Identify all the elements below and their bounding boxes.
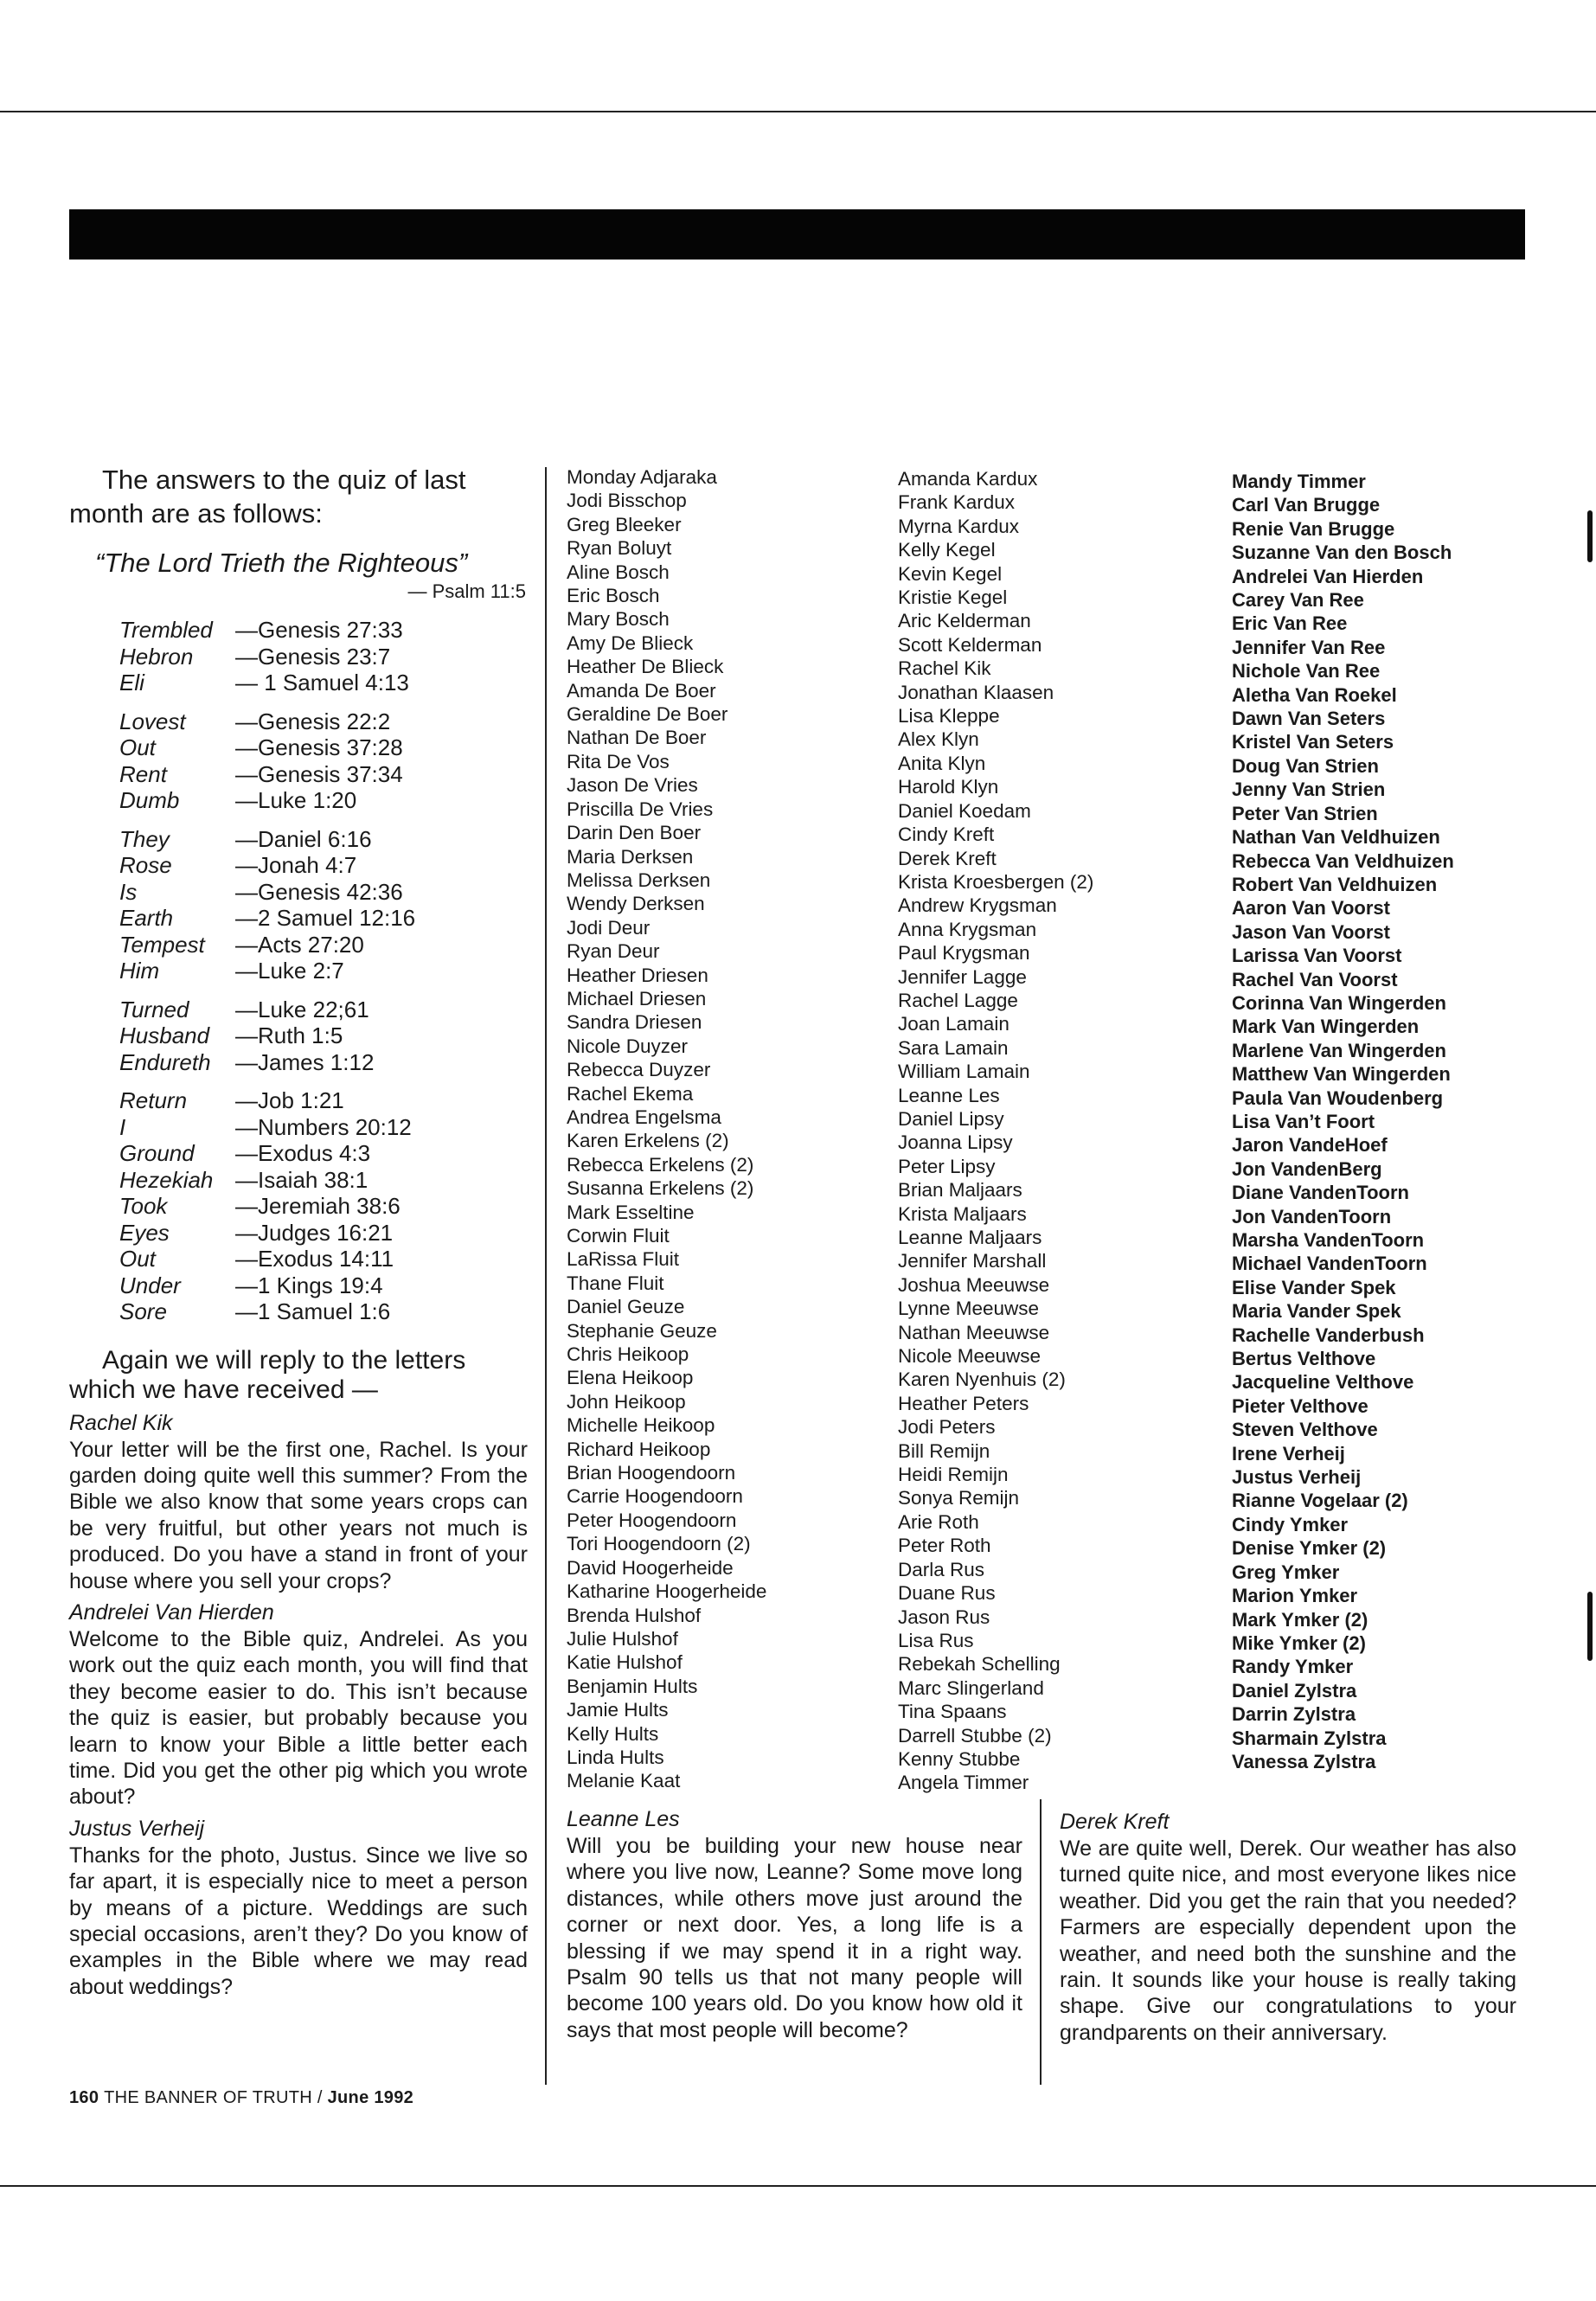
participant-name: Rebecca Van Veldhuizen bbox=[1232, 849, 1454, 872]
participant-name: Darin Den Boer bbox=[567, 822, 702, 844]
participant-name: Mary Bosch bbox=[567, 608, 670, 631]
participant-name: Rianne Vogelaar (2) bbox=[1232, 1490, 1408, 1512]
participant-name: Rachel Ekema bbox=[567, 1082, 694, 1105]
participant-name: Susanna Erkelens (2) bbox=[567, 1177, 754, 1200]
participant-name: Ryan Boluyt bbox=[567, 537, 672, 560]
quiz-column bbox=[69, 463, 528, 2000]
quiz-title: “The Lord Trieth the Righteous” bbox=[95, 548, 468, 578]
participant-name: Jennifer Van Ree bbox=[1232, 636, 1386, 658]
participant-name: Corwin Fluit bbox=[567, 1225, 670, 1247]
participant-name: Robert Van Veldhuizen bbox=[1232, 873, 1438, 895]
participant-name: Marlene Van Wingerden bbox=[1232, 1039, 1446, 1061]
letter bbox=[1060, 1804, 1516, 2046]
participant-name: Cindy Kreft bbox=[898, 824, 995, 846]
participant-name: Kenny Stubbe bbox=[898, 1747, 1021, 1770]
participant-name: Jamie Hults bbox=[567, 1699, 669, 1721]
letter-body: Your letter will be the first one, Rachel. Is your garden doing quite well this summer? From the Bible we also know that some years crops can be very fruitful, but other years not much is produced. Do you have a stand in front of your house where you sell your crops? bbox=[69, 1437, 528, 1593]
quiz-answer-word: Ground bbox=[119, 1140, 195, 1166]
participant-name: Richard Heikoop bbox=[567, 1438, 711, 1460]
participant-name: Aletha Van Roekel bbox=[1232, 683, 1397, 706]
quiz-answer-word: Husband bbox=[119, 1022, 210, 1048]
quiz-answer-row bbox=[69, 1049, 528, 1076]
participant-name: Karen Nyenhuis (2) bbox=[898, 1368, 1066, 1391]
participant-name: Michael Driesen bbox=[567, 987, 707, 1009]
reply-intro: Again we will reply to the letters which we have received — bbox=[69, 1345, 466, 1404]
quiz-answer-word: Is bbox=[119, 878, 138, 905]
participant-name: Carl Van Brugge bbox=[1232, 494, 1381, 516]
participant-name: Amy De Blieck bbox=[567, 631, 694, 654]
participant-name: Peter Roth bbox=[898, 1535, 991, 1557]
quiz-answer-row bbox=[69, 932, 528, 958]
quiz-answer-group bbox=[69, 826, 528, 984]
participant-name: Lisa Kleppe bbox=[898, 705, 1000, 727]
participant-name: Jason Van Voorst bbox=[1232, 920, 1390, 943]
participant-name: Tina Spaans bbox=[898, 1701, 1007, 1723]
participant-name: Renie Van Brugge bbox=[1232, 517, 1395, 540]
quiz-answer-row bbox=[69, 644, 528, 670]
participant-name: Heather De Blieck bbox=[567, 656, 724, 678]
quiz-answer-row bbox=[69, 1114, 528, 1141]
quiz-answer-word: Hezekiah bbox=[119, 1166, 214, 1193]
quiz-answer-row bbox=[69, 1220, 528, 1247]
quiz-answer-word: Sore bbox=[119, 1298, 167, 1324]
participant-name: Leanne Les bbox=[898, 1084, 1000, 1106]
quiz-answer-row bbox=[69, 617, 528, 644]
column-divider-right bbox=[1040, 1799, 1042, 2085]
quiz-answer-reference: —Ruth 1:5 bbox=[235, 1022, 343, 1048]
quiz-answer-word: Out bbox=[119, 1246, 156, 1272]
participant-name: Heidi Remijn bbox=[898, 1464, 1009, 1486]
quiz-answer-reference: —Isaiah 38:1 bbox=[235, 1166, 369, 1193]
participant-name: Sara Lamain bbox=[898, 1036, 1009, 1059]
quiz-answer-row bbox=[69, 787, 528, 814]
quiz-answer-reference: —Acts 27:20 bbox=[235, 931, 364, 958]
names-column-3 bbox=[1232, 470, 1543, 1773]
participant-name: Nathan Van Veldhuizen bbox=[1232, 826, 1440, 849]
participant-name: Karen Erkelens (2) bbox=[567, 1130, 729, 1152]
participant-name: Peter Lipsy bbox=[898, 1155, 996, 1177]
participant-name: Diane VandenToorn bbox=[1232, 1182, 1409, 1204]
quiz-answer-reference: —Daniel 6:16 bbox=[235, 825, 372, 852]
participant-name: Harold Klyn bbox=[898, 776, 999, 798]
participant-name: Mark Ymker (2) bbox=[1232, 1608, 1368, 1631]
participant-name: LaRissa Fluit bbox=[567, 1248, 680, 1271]
quiz-answer-row bbox=[69, 826, 528, 853]
participant-name: Duane Rus bbox=[898, 1582, 996, 1605]
participant-name: Steven Velthove bbox=[1232, 1419, 1378, 1441]
participant-name: Rebecca Erkelens (2) bbox=[567, 1153, 754, 1176]
participant-name: Carrie Hoogendoorn bbox=[567, 1485, 743, 1508]
participant-name: Jaron VandeHoef bbox=[1232, 1134, 1388, 1157]
quiz-answer-group bbox=[69, 617, 528, 696]
quiz-answer-reference: —James 1:12 bbox=[235, 1048, 375, 1075]
quiz-answer-word: Took bbox=[119, 1193, 168, 1219]
quiz-answer-word: Eyes bbox=[119, 1219, 170, 1246]
quiz-answer-reference: —Exodus 14:11 bbox=[235, 1246, 394, 1272]
participant-name: Maria Vander Spek bbox=[1232, 1300, 1401, 1323]
quiz-answer-reference: —1 Samuel 1:6 bbox=[235, 1298, 391, 1324]
participant-name: Irene Verheij bbox=[1232, 1442, 1345, 1465]
participant-name: Michael VandenToorn bbox=[1232, 1253, 1427, 1275]
participant-name: Jonathan Klaasen bbox=[898, 681, 1054, 703]
participant-name: Kelly Kegel bbox=[898, 539, 996, 561]
participant-name: Jennifer Marshall bbox=[898, 1250, 1047, 1272]
participant-name: Jason De Vries bbox=[567, 774, 698, 797]
participant-name: Daniel Zylstra bbox=[1232, 1679, 1357, 1702]
quiz-answer-row bbox=[69, 670, 528, 696]
participant-name: Jon VandenToorn bbox=[1232, 1205, 1392, 1227]
participant-name: Paula Van Woudenberg bbox=[1232, 1086, 1444, 1109]
participant-name: Krista Maljaars bbox=[898, 1202, 1027, 1225]
participant-name: William Lamain bbox=[898, 1061, 1030, 1083]
participant-name: Angela Timmer bbox=[898, 1772, 1029, 1794]
participant-name: Jenny Van Strien bbox=[1232, 779, 1386, 801]
participant-name: Greg Bleeker bbox=[567, 513, 682, 535]
quiz-answer-word: Him bbox=[119, 958, 160, 984]
quiz-answer-reference: —Genesis 27:33 bbox=[235, 617, 403, 643]
participant-name: Mandy Timmer bbox=[1232, 471, 1366, 492]
participant-name: Amanda Kardux bbox=[898, 468, 1038, 490]
quiz-answer-word: Under bbox=[119, 1272, 181, 1298]
participant-name: Aaron Van Voorst bbox=[1232, 897, 1390, 920]
scan-edge-mark bbox=[1587, 510, 1593, 562]
participant-name: Stephanie Geuze bbox=[567, 1319, 717, 1342]
participant-name: Krista Kroesbergen (2) bbox=[898, 870, 1094, 893]
header-banner-bar bbox=[69, 209, 1525, 260]
names-list bbox=[898, 467, 1094, 1795]
quiz-answer-word: Tempest bbox=[119, 931, 205, 958]
quiz-answer-group bbox=[69, 1087, 528, 1325]
participant-name: Frank Kardux bbox=[898, 491, 1016, 514]
participant-name: Brian Hoogendoorn bbox=[567, 1462, 736, 1484]
participant-name: Monday Adjaraka bbox=[567, 466, 717, 488]
quiz-answer-row bbox=[69, 852, 528, 879]
quiz-answer-reference: —Genesis 37:28 bbox=[235, 734, 403, 760]
participant-name: Jodi Peters bbox=[898, 1416, 996, 1439]
participant-name: Paul Krygsman bbox=[898, 942, 1030, 965]
letter-body: Thanks for the photo, Justus. Since we live so far apart, it is especially nice to meet a person by means of a picture. Weddings are such special occasions, aren’t they? Do you know of examples in the Bible where we may read about weddings? bbox=[69, 1843, 528, 1999]
participant-name: Lisa Rus bbox=[898, 1629, 974, 1651]
quiz-answer-word: I bbox=[119, 1113, 126, 1140]
participant-name: Melanie Kaat bbox=[567, 1770, 681, 1792]
participant-name: Maria Derksen bbox=[567, 845, 694, 868]
quiz-answer-reference: —Numbers 20:12 bbox=[235, 1113, 412, 1140]
quiz-answer-reference: —Luke 2:7 bbox=[235, 958, 344, 984]
participant-name: Melissa Derksen bbox=[567, 868, 711, 891]
participant-name: Sharmain Zylstra bbox=[1232, 1727, 1387, 1749]
participant-name: Darla Rus bbox=[898, 1558, 985, 1580]
participant-name: Jason Rus bbox=[898, 1606, 990, 1628]
participant-name: Derek Kreft bbox=[898, 847, 997, 869]
names-list bbox=[1232, 470, 1543, 1773]
quiz-answer-reference: —Jonah 4:7 bbox=[235, 852, 357, 878]
participant-name: Leanne Maljaars bbox=[898, 1227, 1042, 1248]
quiz-answer-word: They bbox=[119, 825, 170, 852]
quiz-answer-row bbox=[69, 1193, 528, 1220]
participant-name: Corinna Van Wingerden bbox=[1232, 991, 1446, 1014]
participant-name: Michelle Heikoop bbox=[567, 1414, 715, 1437]
participant-name: Randy Ymker bbox=[1232, 1656, 1354, 1678]
participant-name: Priscilla De Vries bbox=[567, 798, 714, 820]
participant-name: Vanessa Zylstra bbox=[1232, 1750, 1376, 1772]
participant-name: Kristel Van Seters bbox=[1232, 731, 1394, 753]
quiz-answers bbox=[69, 617, 528, 1325]
participant-name: Katharine Hoogerheide bbox=[567, 1580, 767, 1603]
quiz-answer-reference: —Luke 1:20 bbox=[235, 787, 357, 813]
participant-name: Mike Ymker (2) bbox=[1232, 1631, 1366, 1654]
participant-name: Heather Driesen bbox=[567, 964, 708, 986]
participant-name: Cindy Ymker bbox=[1232, 1513, 1349, 1535]
participant-name: Brian Maljaars bbox=[898, 1179, 1022, 1202]
quiz-answer-reference: —Genesis 42:36 bbox=[235, 878, 403, 905]
participant-name: Daniel Geuze bbox=[567, 1296, 685, 1318]
participant-name: Nicole Duyzer bbox=[567, 1035, 689, 1057]
participant-name: Larissa Van Voorst bbox=[1232, 945, 1402, 967]
participant-name: Daniel Koedam bbox=[898, 799, 1031, 822]
participant-name: Joanna Lipsy bbox=[898, 1131, 1013, 1154]
letter bbox=[69, 1816, 528, 2000]
participant-name: Elise Vander Spek bbox=[1232, 1276, 1396, 1298]
quiz-answer-word: Return bbox=[119, 1087, 188, 1113]
quiz-answer-row bbox=[69, 1298, 528, 1325]
participant-name: Justus Verheij bbox=[1232, 1466, 1362, 1489]
quiz-answer-reference: —2 Samuel 12:16 bbox=[235, 905, 416, 931]
quiz-answer-word: Out bbox=[119, 734, 156, 760]
participant-name: Kristie Kegel bbox=[898, 586, 1008, 609]
quiz-answer-word: Earth bbox=[119, 905, 174, 931]
letter-recipient: Andrelei Van Hierden bbox=[69, 1599, 274, 1625]
participant-name: Elena Heikoop bbox=[567, 1367, 694, 1389]
participant-name: Lisa Van’t Foort bbox=[1232, 1110, 1375, 1132]
letter-recipient: Justus Verheij bbox=[69, 1816, 205, 1841]
letter bbox=[69, 1599, 528, 1811]
participant-name: Scott Kelderman bbox=[898, 633, 1042, 656]
participant-name: Kevin Kegel bbox=[898, 562, 1003, 585]
participant-name: Jennifer Lagge bbox=[898, 965, 1027, 988]
participant-name: Marc Slingerland bbox=[898, 1676, 1044, 1699]
letter bbox=[567, 1801, 1022, 2043]
quiz-answer-reference: —Luke 22;61 bbox=[235, 996, 369, 1022]
participant-name: Rebecca Duyzer bbox=[567, 1059, 711, 1081]
participant-name: Jacqueline Velthove bbox=[1232, 1371, 1414, 1394]
participant-name: Anita Klyn bbox=[898, 752, 986, 774]
participant-name: Greg Ymker bbox=[1232, 1561, 1340, 1583]
quiz-answer-row bbox=[69, 761, 528, 788]
participant-name: Andrea Engelsma bbox=[567, 1106, 721, 1128]
scan-edge-mark bbox=[1587, 1592, 1593, 1661]
page-footer bbox=[69, 2088, 413, 2108]
quiz-answer-word: Trembled bbox=[119, 617, 213, 643]
participant-name: Katie Hulshof bbox=[567, 1651, 683, 1674]
letter-recipient: Rachel Kik bbox=[69, 1410, 173, 1435]
quiz-answer-word: Hebron bbox=[119, 643, 194, 670]
participant-name: Amanda De Boer bbox=[567, 679, 716, 702]
letter bbox=[69, 1410, 528, 1594]
participant-name: Denise Ymker (2) bbox=[1232, 1537, 1387, 1560]
participant-name: Darrell Stubbe (2) bbox=[898, 1724, 1052, 1747]
quiz-answer-row bbox=[69, 1087, 528, 1114]
quiz-answer-reference: —Judges 16:21 bbox=[235, 1219, 394, 1246]
participant-name: Rita De Vos bbox=[567, 750, 670, 772]
publication-name: THE BANNER OF TRUTH / bbox=[104, 2088, 323, 2107]
participant-name: Aline Bosch bbox=[567, 561, 670, 583]
quiz-answer-reference: —Jeremiah 38:6 bbox=[235, 1193, 401, 1219]
quiz-answer-row bbox=[69, 734, 528, 761]
participant-name: Joshua Meeuwse bbox=[898, 1273, 1050, 1296]
column-divider-left bbox=[545, 467, 547, 2085]
participant-name: Aric Kelderman bbox=[898, 610, 1031, 632]
participant-name: Jodi Bisschop bbox=[567, 490, 687, 512]
quiz-answer-row bbox=[69, 905, 528, 932]
quiz-answer-reference: —Exodus 4:3 bbox=[235, 1140, 371, 1166]
quiz-answer-word: Lovest bbox=[119, 708, 186, 734]
participant-name: Bertus Velthove bbox=[1232, 1348, 1376, 1370]
participant-name: Nathan De Boer bbox=[567, 727, 707, 749]
letter-body: We are quite well, Derek. Our weather has also turned quite nice, and most everyone likes nice weather. Did you get the rain that you needed? Farmers are especially dependent upon the weather, and need both the sunshine and the rain. It sounds like your house is really taking shape. Give our congratulations to your grandparents on their anniversary. bbox=[1060, 1836, 1516, 2045]
participant-name: Darrin Zylstra bbox=[1232, 1703, 1356, 1726]
participant-name: Arie Roth bbox=[898, 1510, 979, 1533]
quiz-answer-group bbox=[69, 997, 528, 1076]
participant-name: Chris Heikoop bbox=[567, 1343, 689, 1366]
participant-name: David Hoogerheide bbox=[567, 1556, 734, 1579]
quiz-answer-row bbox=[69, 1022, 528, 1049]
participant-name: Myrna Kardux bbox=[898, 515, 1020, 537]
participant-name: Sonya Remijn bbox=[898, 1487, 1020, 1509]
participant-name: Matthew Van Wingerden bbox=[1232, 1063, 1451, 1086]
quiz-answer-row bbox=[69, 879, 528, 906]
quiz-answer-reference: —Job 1:21 bbox=[235, 1087, 344, 1113]
participant-name: Rachel Van Voorst bbox=[1232, 968, 1398, 990]
participant-name: Dawn Van Seters bbox=[1232, 708, 1386, 730]
quiz-answer-reference: —1 Kings 19:4 bbox=[235, 1272, 383, 1298]
participant-name: Mark Esseltine bbox=[567, 1201, 695, 1223]
participant-name: Eric Bosch bbox=[567, 585, 660, 607]
participant-name: Carey Van Ree bbox=[1232, 589, 1364, 612]
participant-name: Anna Krygsman bbox=[898, 918, 1037, 940]
participant-name: Brenda Hulshof bbox=[567, 1604, 702, 1626]
quiz-answer-group bbox=[69, 708, 528, 814]
participant-name: Marsha VandenToorn bbox=[1232, 1229, 1425, 1251]
participant-name: Thane Fluit bbox=[567, 1272, 664, 1294]
participant-name: Geraldine De Boer bbox=[567, 703, 728, 726]
quiz-answer-row bbox=[69, 958, 528, 984]
participant-name: Pieter Velthove bbox=[1232, 1394, 1368, 1417]
participant-name: Julie Hulshof bbox=[567, 1627, 678, 1650]
participant-name: Jon VandenBerg bbox=[1232, 1157, 1382, 1180]
quiz-answer-reference: —Genesis 22:2 bbox=[235, 708, 391, 734]
quiz-intro: The answers to the quiz of last month are as follows: bbox=[69, 465, 466, 529]
participant-name: Marion Ymker bbox=[1232, 1585, 1358, 1607]
quiz-answer-word: Eli bbox=[119, 670, 144, 695]
participant-name: John Heikoop bbox=[567, 1390, 686, 1413]
participant-name: Eric Van Ree bbox=[1232, 612, 1348, 635]
quiz-answer-word: Dumb bbox=[119, 787, 180, 813]
participant-name: Alex Klyn bbox=[898, 728, 979, 751]
quiz-answer-reference: —Genesis 37:34 bbox=[235, 760, 403, 787]
participant-name: Rachelle Vanderbush bbox=[1232, 1324, 1425, 1346]
quiz-answer-reference: —Genesis 23:7 bbox=[235, 643, 391, 670]
participant-name: Sandra Driesen bbox=[567, 1011, 702, 1034]
quiz-answer-row bbox=[69, 1140, 528, 1167]
quiz-answer-row bbox=[69, 1246, 528, 1272]
letter-recipient: Leanne Les bbox=[567, 1807, 680, 1831]
participant-name: Andrew Krygsman bbox=[898, 894, 1057, 917]
quiz-answer-row bbox=[69, 708, 528, 735]
quiz-answer-row bbox=[69, 1272, 528, 1299]
letter-body: Welcome to the Bible quiz, Andrelei. As you work out the quiz each month, you will find that they become easier to do. This isn’t because the quiz is easier, but probably because you learn to know your Bible a little better each time. Did you get the other pig which you wrote about? bbox=[69, 1626, 528, 1810]
page-number: 160 bbox=[69, 2088, 99, 2107]
participant-name: Wendy Derksen bbox=[567, 893, 705, 915]
issue-date: June 1992 bbox=[327, 2088, 414, 2107]
quiz-answer-word: Rose bbox=[119, 852, 172, 878]
participant-name: Suzanne Van den Bosch bbox=[1232, 542, 1452, 564]
participant-name: Daniel Lipsy bbox=[898, 1107, 1004, 1130]
participant-name: Heather Peters bbox=[898, 1392, 1029, 1414]
participant-name: Peter Van Strien bbox=[1232, 802, 1378, 824]
letter-body: Will you be building your new house near where you live now, Leanne? Some move long distances, while others move just around the corner or next door. Yes, a long life is a blessing if we may spend it in a right way. Psalm 90 tells us that not many people will become 100 years old. Do you know how old it says that most people will become? bbox=[567, 1834, 1022, 2042]
quiz-answer-word: Endureth bbox=[119, 1048, 211, 1075]
quiz-answer-word: Rent bbox=[119, 760, 167, 787]
participant-name: Peter Hoogendoorn bbox=[567, 1509, 737, 1531]
participant-name: Rachel Lagge bbox=[898, 989, 1018, 1011]
participant-name: Bill Remijn bbox=[898, 1439, 990, 1462]
quiz-answer-row bbox=[69, 997, 528, 1023]
participant-name: Benjamin Hults bbox=[567, 1675, 698, 1697]
participant-name: Rachel Kik bbox=[898, 657, 991, 680]
quiz-reference: — Psalm 11:5 bbox=[407, 580, 526, 602]
names-column-2 bbox=[898, 467, 1094, 1795]
participant-name: Nicole Meeuwse bbox=[898, 1345, 1042, 1368]
letter-recipient: Derek Kreft bbox=[1060, 1810, 1170, 1834]
participant-name: Andrelei Van Hierden bbox=[1232, 565, 1424, 587]
participant-name: Tori Hoogendoorn (2) bbox=[567, 1533, 751, 1555]
participant-name: Mark Van Wingerden bbox=[1232, 1016, 1420, 1038]
quiz-answer-row bbox=[69, 1167, 528, 1194]
participant-name: Linda Hults bbox=[567, 1746, 664, 1768]
quiz-answer-word: Turned bbox=[119, 996, 189, 1022]
participant-name: Ryan Deur bbox=[567, 940, 660, 963]
participant-name: Nichole Van Ree bbox=[1232, 660, 1381, 683]
quiz-answer-reference: — 1 Samuel 4:13 bbox=[235, 670, 409, 695]
participant-name: Joan Lamain bbox=[898, 1013, 1010, 1035]
participant-name: Kelly Hults bbox=[567, 1722, 659, 1745]
participant-name: Doug Van Strien bbox=[1232, 754, 1379, 777]
participant-name: Jodi Deur bbox=[567, 916, 651, 939]
participant-name: Rebekah Schelling bbox=[898, 1653, 1061, 1676]
participant-name: Nathan Meeuwse bbox=[898, 1321, 1050, 1343]
participant-name: Lynne Meeuwse bbox=[898, 1298, 1040, 1320]
